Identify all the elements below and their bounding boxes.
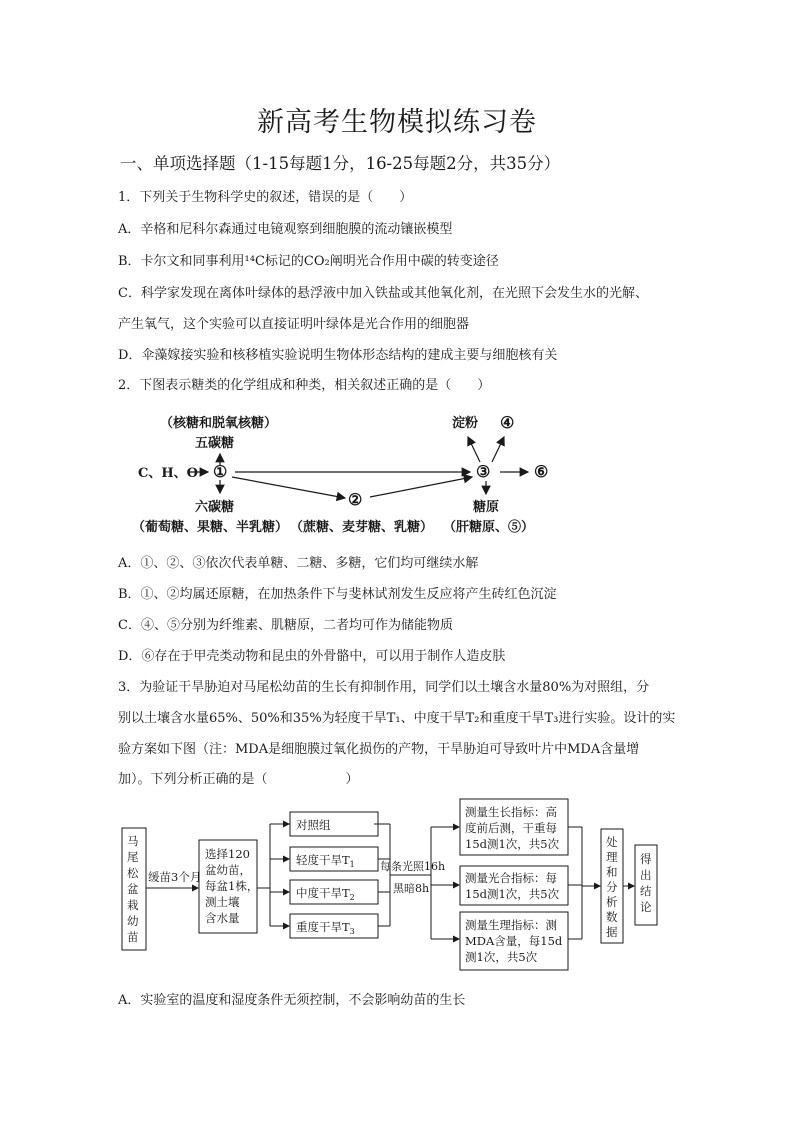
q1-option-c-cont: 产生氧气，这个实验可以直接证明叶绿体是光合作用的细胞器: [118, 317, 470, 332]
q1-option-a: A．辛格和尼科尔森通过电镜观察到细胞膜的流动镶嵌模型: [118, 222, 453, 237]
disaccharide-examples: （蔗糖、麦芽糖、乳糖）: [290, 520, 434, 535]
svg-text:盆: 盆: [127, 882, 139, 896]
q1-option-c: C．科学家发现在离体叶绿体的悬浮液中加入铁盐或其他氧化剂，在光照下会发生水的光解、: [118, 286, 648, 301]
svg-text:尾: 尾: [127, 850, 139, 864]
hexose-examples: （葡萄糖、果糖、半乳糖）: [132, 520, 289, 535]
physio-box-text: [465, 918, 563, 964]
node-3: ③: [476, 462, 491, 481]
svg-text:测量生理指标：测: 测量生理指标：测: [465, 918, 557, 932]
svg-text:马: 马: [127, 834, 139, 848]
svg-text:析: 析: [606, 895, 618, 909]
t3-group: 重度干旱$T_3$: [296, 920, 355, 936]
svg-text:15d测1次，共5次: 15d测1次，共5次: [465, 887, 560, 901]
q3-stem-line4: 加）。下列分析正确的是（ ）: [118, 772, 359, 787]
node-2: ②: [348, 490, 363, 509]
svg-text:论: 论: [640, 900, 652, 914]
pentose-examples: （核糖和脱氧核糖）: [160, 416, 278, 431]
t1-group: 轻度干旱$T_1$: [296, 853, 355, 869]
svg-text:选择120: 选择120: [205, 847, 250, 861]
q2-option-c: C．④、⑤分别为纤维素、肌糖原，二者均可作为储能物质: [118, 618, 453, 633]
experiment-flowchart: [118, 795, 668, 980]
photo-box-text: [465, 871, 560, 901]
svg-text:盆幼苗，: 盆幼苗，: [205, 863, 251, 877]
svg-text:测量生长指标：高: 测量生长指标：高: [465, 805, 557, 819]
svg-text:结: 结: [640, 884, 652, 898]
t2-group: 中度干旱$T_2$: [296, 886, 355, 902]
svg-text:松: 松: [127, 866, 139, 880]
page-title: 新高考生物模拟练习卷: [257, 107, 537, 138]
svg-text:测1次，共5次: 测1次，共5次: [465, 950, 538, 964]
glycogen-examples: （肝糖原、⑤）: [443, 520, 535, 535]
svg-text:据: 据: [606, 925, 618, 939]
svg-text:数: 数: [606, 910, 618, 924]
svg-text:苗: 苗: [127, 930, 139, 944]
hexose-label: 六碳糖: [195, 500, 235, 515]
svg-text:栽: 栽: [127, 898, 139, 912]
q3-option-a: A．实验室的温度和湿度条件无须控制，不会影响幼苗的生长: [118, 993, 466, 1008]
control-group: 对照组: [296, 818, 331, 832]
q2-option-a: A．①、②、③依次代表单糖、二糖、多糖，它们均可继续水解: [118, 556, 479, 571]
section-heading: 一、单项选择题（1-15每题1分，16-25每题2分，共35分）: [120, 154, 561, 173]
starch-label: 淀粉: [452, 416, 479, 431]
svg-text:理: 理: [606, 850, 618, 864]
growth-box-text: [465, 805, 560, 851]
start-box-text: [127, 834, 139, 944]
q3-stem-line3: 验方案如下图（注：MDA是细胞膜过氧化损伤的产物，干旱胁迫可导致叶片中MDA含量增: [118, 742, 640, 757]
dark-label: 黑暗8h: [393, 882, 430, 895]
svg-text:出: 出: [640, 868, 652, 882]
slow-label: 缓苗3个月: [148, 870, 202, 884]
svg-text:15d测1次，共5次: 15d测1次，共5次: [465, 837, 560, 851]
process-box-text: [606, 835, 618, 939]
conclude-box-text: [640, 852, 652, 914]
q1-stem: 1．下列关于生物科学史的叙述，错误的是（ ）: [118, 190, 413, 205]
svg-text:分: 分: [606, 880, 618, 894]
svg-text:和: 和: [606, 865, 618, 879]
node-1: ①: [213, 462, 228, 481]
svg-text:测量光合指标：每: 测量光合指标：每: [465, 871, 557, 885]
q2-stem: 2．下图表示糖类的化学组成和种类，相关叙述正确的是（ ）: [118, 378, 491, 393]
svg-text:含水量: 含水量: [205, 911, 240, 925]
select-box-text: [205, 847, 258, 925]
svg-text:得: 得: [640, 852, 652, 866]
svg-text:度前后测，干重每: 度前后测，干重每: [465, 821, 557, 835]
svg-text:处: 处: [606, 835, 618, 849]
node-4: ④: [500, 413, 515, 432]
node-6: ⑥: [534, 462, 549, 481]
q3-stem-line1: 3．为验证干旱胁迫对马尾松幼苗的生长有抑制作用，同学们以土壤含水量80%为对照组，分: [118, 680, 650, 695]
pentose-label: 五碳糖: [195, 436, 235, 451]
svg-text:幼: 幼: [127, 914, 139, 928]
glycogen-label: 糖原: [473, 500, 500, 515]
svg-text:每盆1株，: 每盆1株，: [205, 879, 259, 893]
light-label: 每条光照16h: [380, 860, 446, 873]
q1-option-d: D．伞藻嫁接实验和核移植实验说明生物体形态结构的建成主要与细胞核有关: [118, 348, 558, 363]
svg-text:MDA含量，每15d: MDA含量，每15d: [465, 934, 563, 948]
sugar-diagram: [120, 405, 590, 540]
q2-option-b: B．①、②均属还原糖，在加热条件下与斐林试剂发生反应将产生砖红色沉淀: [118, 587, 557, 602]
elements-label: C、H、O: [138, 466, 198, 481]
q1-option-b: B．卡尔文和同事利用¹⁴C标记的CO₂阐明光合作用中碳的转变途径: [118, 254, 499, 269]
svg-text:测土壤: 测土壤: [205, 895, 240, 909]
q3-stem-line2: 别以土壤含水量65%、50%和35%为轻度干旱T₁、中度干旱T₂和重度干旱T₃进行实验。设计的实: [118, 711, 676, 726]
q2-option-d: D．⑥存在于甲壳类动物和昆虫的外骨骼中，可以用于制作人造皮肤: [118, 649, 506, 664]
